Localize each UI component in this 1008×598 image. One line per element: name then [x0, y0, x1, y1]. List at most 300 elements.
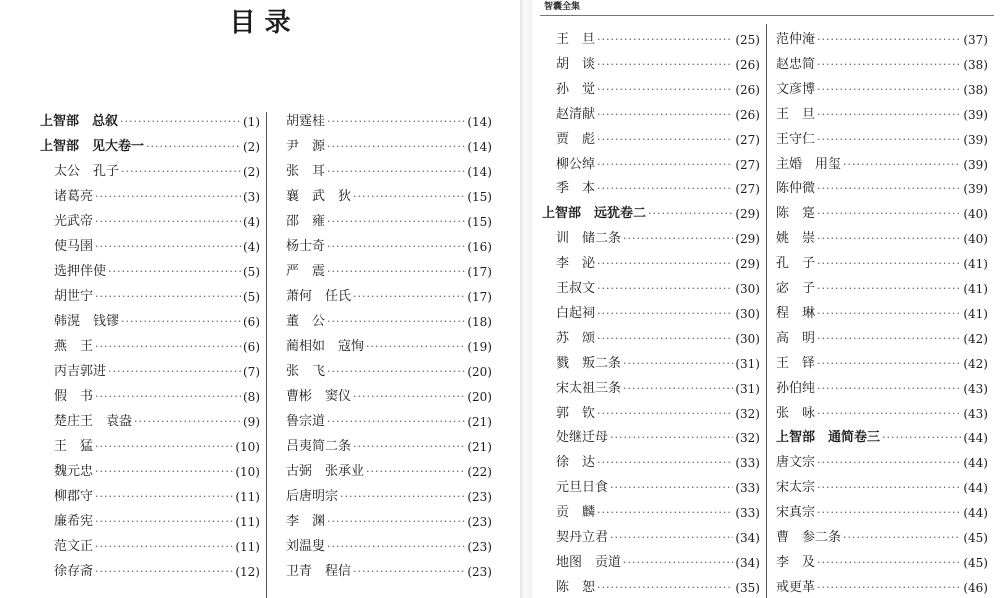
- left-column-2: [286, 110, 492, 598]
- toc-page-number: (30): [735, 331, 760, 346]
- dot-leader: [817, 451, 961, 475]
- dot-leader: [108, 360, 241, 384]
- toc-entry[interactable]: [286, 285, 492, 309]
- toc-entry-title: 蔺相如 寇恂: [286, 339, 365, 354]
- dot-leader: [121, 310, 241, 334]
- toc-entry[interactable]: [40, 110, 260, 134]
- toc-entry[interactable]: [40, 510, 260, 534]
- toc-page-number: (9): [243, 415, 260, 429]
- toc-entry[interactable]: [776, 476, 988, 500]
- toc-page-number: (38): [963, 57, 988, 72]
- toc-entry-title: 卫青 程信: [286, 564, 352, 579]
- toc-entry[interactable]: [286, 210, 492, 234]
- dot-leader: [817, 476, 961, 500]
- toc-page-number: (27): [735, 157, 760, 172]
- toc-entry[interactable]: [286, 235, 492, 259]
- dot-leader: [597, 576, 733, 598]
- toc-page-number: (23): [467, 490, 492, 504]
- toc-entry[interactable]: [776, 327, 988, 351]
- dot-leader: [817, 402, 961, 426]
- toc-page-number: (39): [963, 132, 988, 147]
- dot-leader: [327, 160, 465, 184]
- toc-entry[interactable]: [776, 302, 988, 326]
- toc-entry[interactable]: [40, 260, 260, 284]
- toc-entry-title: 尹 源: [286, 139, 326, 154]
- toc-entry[interactable]: [40, 210, 260, 234]
- toc-entry[interactable]: [776, 252, 988, 276]
- dot-leader: [597, 402, 733, 426]
- toc-entry[interactable]: [286, 460, 492, 484]
- toc-page-number: (30): [735, 306, 760, 321]
- toc-entry-title: 宋真宗: [776, 505, 816, 521]
- toc-section-heading: 上智部 通简卷三: [776, 430, 881, 446]
- dot-leader: [648, 202, 733, 226]
- dot-leader: [146, 135, 241, 159]
- toc-page-number: (20): [467, 390, 492, 404]
- toc-entry-title: 贾 彪: [556, 131, 596, 147]
- toc-entry-title: 陈 恕: [556, 579, 596, 595]
- dot-leader: [95, 335, 241, 359]
- toc-page-number: (37): [963, 33, 988, 47]
- dot-leader: [817, 277, 961, 301]
- toc-page-number: (21): [467, 415, 492, 429]
- dot-leader: [817, 78, 961, 102]
- toc-entry-title: 严 震: [286, 264, 326, 279]
- toc-entry[interactable]: [542, 451, 760, 475]
- toc-entry[interactable]: [40, 360, 260, 384]
- dot-leader: [597, 501, 733, 525]
- toc-entry[interactable]: [542, 576, 760, 598]
- dot-leader: [353, 385, 465, 409]
- toc-entry[interactable]: [776, 177, 988, 201]
- toc-entry-title: 太公 孔子: [54, 164, 120, 179]
- toc-entry-title: 高 明: [776, 330, 816, 346]
- toc-entry-title: 宓 子: [776, 281, 816, 296]
- toc-page-number: (26): [735, 82, 760, 97]
- toc-page-number: (21): [467, 440, 492, 454]
- toc-page-number: (14): [467, 140, 492, 154]
- toc-entry[interactable]: [40, 385, 260, 409]
- toc-entry-title: 范文正: [54, 539, 94, 554]
- toc-entry[interactable]: [542, 28, 760, 52]
- toc-entry-title: 胡世宁: [54, 289, 94, 304]
- dot-leader: [353, 185, 465, 209]
- toc-entry-title: 陈 寔: [776, 206, 816, 222]
- toc-page-number: (39): [963, 157, 988, 172]
- toc-entry[interactable]: [286, 360, 492, 384]
- toc-entry-title: 董 公: [286, 314, 326, 329]
- toc-entry-title: 邵 雍: [286, 214, 326, 229]
- toc-entry[interactable]: [40, 310, 260, 334]
- dot-leader: [95, 185, 241, 209]
- toc-page-number: (26): [735, 57, 760, 72]
- toc-page-number: (4): [243, 240, 260, 254]
- toc-entry[interactable]: [542, 252, 760, 276]
- dot-leader: [353, 560, 465, 584]
- dot-leader: [95, 510, 233, 534]
- toc-entry[interactable]: [776, 576, 988, 598]
- toc-page-number: (3): [243, 190, 260, 204]
- toc-entry-title: 地图 贡道: [556, 554, 622, 570]
- toc-entry-title: 魏元忠: [54, 464, 94, 479]
- dot-leader: [843, 526, 961, 550]
- toc-entry[interactable]: [776, 402, 988, 426]
- toc-entry-title: 白起祠: [556, 305, 596, 321]
- toc-entry[interactable]: [542, 501, 760, 525]
- toc-page-number: (4): [243, 215, 260, 229]
- toc-entry[interactable]: [542, 103, 760, 127]
- toc-entry[interactable]: [542, 377, 760, 401]
- toc-entry[interactable]: [542, 53, 760, 77]
- toc-entry[interactable]: [286, 185, 492, 209]
- toc-entry-title: 王守仁: [776, 131, 816, 147]
- toc-entry[interactable]: [286, 385, 492, 409]
- toc-page-number: (31): [735, 356, 760, 371]
- dot-leader: [134, 410, 241, 434]
- toc-page-number: (30): [735, 282, 760, 296]
- toc-entry-title: 韩滉 钱镠: [54, 314, 120, 329]
- toc-entry-title: 鲁宗道: [286, 414, 326, 429]
- toc-page-number: (33): [735, 481, 760, 496]
- toc-entry-title: 张 飞: [286, 364, 326, 379]
- toc-entry-title: 杨士奇: [286, 239, 326, 254]
- dot-leader: [817, 576, 961, 598]
- toc-entry[interactable]: [542, 327, 760, 351]
- toc-entry-title: 徐 达: [556, 455, 596, 471]
- toc-entry-title: 张 咏: [776, 405, 816, 421]
- toc-page-number: (8): [243, 390, 260, 404]
- dot-leader: [95, 535, 233, 559]
- toc-entry[interactable]: [776, 426, 988, 450]
- toc-entry-title: 训 储二条: [556, 231, 622, 247]
- toc-page-number: (26): [735, 107, 760, 122]
- dot-leader: [327, 510, 465, 534]
- dot-leader: [597, 327, 733, 351]
- toc-entry[interactable]: [542, 551, 760, 575]
- toc-entry[interactable]: [542, 426, 760, 450]
- toc-entry[interactable]: [40, 535, 260, 559]
- toc-entry[interactable]: [542, 153, 760, 177]
- dot-leader: [817, 103, 961, 127]
- toc-entry-title: 孔 子: [776, 256, 816, 272]
- toc-entry-title: 萧何 任氏: [286, 289, 352, 304]
- toc-entry-title: 王 旦: [776, 106, 816, 122]
- toc-page-number: (31): [735, 381, 760, 396]
- toc-entry-title: 戮 叛二条: [556, 355, 622, 371]
- toc-page-number: (12): [235, 565, 260, 579]
- right-page: [532, 0, 1008, 598]
- dot-leader: [623, 352, 733, 376]
- toc-page-number: (42): [963, 356, 988, 371]
- dot-leader: [327, 310, 465, 334]
- toc-entry[interactable]: [776, 202, 988, 226]
- toc-entry[interactable]: [776, 53, 988, 77]
- toc-page-number: (42): [963, 331, 988, 346]
- dot-leader: [817, 177, 961, 201]
- toc-entry[interactable]: [542, 302, 760, 326]
- toc-entry[interactable]: [286, 485, 492, 509]
- toc-entry[interactable]: [776, 153, 988, 177]
- toc-entry[interactable]: [542, 227, 760, 251]
- dot-leader: [327, 260, 465, 284]
- toc-page-number: (17): [467, 265, 492, 279]
- dot-leader: [882, 426, 961, 450]
- toc-page-number: (29): [735, 207, 760, 222]
- toc-entry-title: 唐文宗: [776, 455, 816, 471]
- toc-entry-title: 胡 谈: [556, 56, 596, 72]
- toc-entry[interactable]: [776, 551, 988, 575]
- toc-page-number: (10): [235, 440, 260, 454]
- toc-entry[interactable]: [542, 177, 760, 201]
- toc-page-number: (5): [243, 265, 260, 279]
- running-header: 智囊全集: [544, 2, 581, 12]
- toc-entry[interactable]: [776, 277, 988, 301]
- toc-entry-title: 郭 钦: [556, 405, 596, 421]
- dot-leader: [817, 227, 961, 251]
- toc-entry[interactable]: [542, 526, 760, 550]
- toc-page-number: (11): [235, 515, 260, 529]
- dot-leader: [817, 327, 961, 351]
- toc-page-number: (29): [735, 257, 760, 272]
- toc-entry[interactable]: [286, 435, 492, 459]
- toc-entry-title: 宋太祖三条: [556, 380, 622, 396]
- dot-leader: [95, 210, 241, 234]
- toc-entry-title: 李 泌: [556, 256, 596, 272]
- toc-entry-title: 王 铎: [776, 355, 816, 371]
- toc-entry-title: 宋太宗: [776, 480, 816, 496]
- toc-page-number: (15): [467, 215, 492, 229]
- toc-entry[interactable]: [40, 335, 260, 359]
- dot-leader: [817, 377, 961, 401]
- dot-leader: [817, 128, 961, 152]
- toc-page-number: (43): [963, 381, 988, 396]
- left-column-1: [40, 110, 260, 598]
- toc-entry-title: 李 渊: [286, 514, 326, 529]
- toc-page-number: (23): [467, 565, 492, 579]
- toc-entry[interactable]: [286, 510, 492, 534]
- toc-entry-title: 光武帝: [54, 214, 94, 229]
- toc-entry[interactable]: [40, 160, 260, 184]
- toc-page-number: (39): [963, 182, 988, 197]
- toc-entry-title: 王 旦: [556, 32, 596, 47]
- toc-page-number: (19): [467, 340, 492, 354]
- toc-entry[interactable]: [40, 460, 260, 484]
- toc-page-number: (22): [467, 465, 492, 479]
- toc-page-number: (40): [963, 207, 988, 222]
- toc-page-number: (2): [243, 140, 260, 154]
- toc-page-number: (45): [963, 531, 988, 545]
- dot-leader: [597, 53, 733, 77]
- toc-page-number: (34): [735, 555, 760, 570]
- toc-entry[interactable]: [40, 435, 260, 459]
- toc-section-heading: 上智部 总叙: [40, 114, 119, 129]
- dot-leader: [597, 451, 733, 475]
- toc-entry-title: 文彦博: [776, 81, 816, 97]
- toc-entry-title: 李 及: [776, 554, 816, 570]
- toc-page-number: (38): [963, 82, 988, 97]
- toc-entry[interactable]: [40, 135, 260, 159]
- dot-leader: [353, 285, 465, 309]
- dot-leader: [597, 277, 733, 301]
- toc-entry-title: 徐存斋: [54, 564, 94, 579]
- toc-page-number: (2): [243, 165, 260, 179]
- toc-section-heading: 上智部 远犹卷二: [542, 206, 647, 222]
- toc-page-number: (1): [243, 115, 260, 129]
- toc-entry[interactable]: [40, 285, 260, 309]
- toc-page-number: (32): [735, 431, 760, 446]
- dot-leader: [817, 53, 961, 77]
- dot-leader: [327, 535, 465, 559]
- toc-page-number: (46): [963, 580, 988, 595]
- toc-entry-title: 季 本: [556, 181, 596, 197]
- toc-entry[interactable]: [542, 78, 760, 102]
- toc-entry-title: 曹彬 窦仪: [286, 389, 352, 404]
- toc-entry-title: 王 猛: [54, 439, 94, 454]
- toc-entry-title: 刘温叟: [286, 539, 326, 554]
- toc-entry[interactable]: [40, 560, 260, 584]
- right-column-divider: [766, 24, 767, 598]
- dot-leader: [597, 128, 733, 152]
- toc-entry[interactable]: [286, 110, 492, 134]
- toc-entry[interactable]: [286, 260, 492, 284]
- toc-entry-title: 襄 武 狄: [286, 189, 352, 204]
- toc-entry[interactable]: [776, 526, 988, 550]
- toc-entry[interactable]: [776, 78, 988, 102]
- toc-entry[interactable]: [286, 410, 492, 434]
- toc-entry-title: 曹 参二条: [776, 530, 842, 545]
- toc-entry-title: 诸葛亮: [54, 189, 94, 204]
- toc-entry[interactable]: [286, 535, 492, 559]
- dot-leader: [95, 560, 233, 584]
- dot-leader: [353, 435, 465, 459]
- dot-leader: [95, 285, 241, 309]
- right-column-1: [542, 28, 760, 598]
- toc-entry[interactable]: [776, 352, 988, 376]
- toc-entry[interactable]: [542, 352, 760, 376]
- toc-entry-title: 吕夷简二条: [286, 439, 352, 454]
- toc-page-number: (32): [735, 406, 760, 421]
- toc-entry-title: 丙吉郭进: [54, 364, 107, 379]
- book-gutter: [520, 0, 532, 598]
- page-title: 目 录: [229, 8, 291, 38]
- toc-page-number: (20): [467, 365, 492, 379]
- toc-entry-title: 柳郡守: [54, 489, 94, 504]
- toc-section-heading: 上智部 见大卷一: [40, 139, 145, 154]
- toc-entry-title: 苏 颂: [556, 330, 596, 346]
- toc-page-number: (23): [467, 540, 492, 554]
- toc-page-number: (33): [735, 456, 760, 471]
- toc-page-number: (14): [467, 165, 492, 179]
- dot-leader: [597, 252, 733, 276]
- dot-leader: [817, 28, 961, 52]
- dot-leader: [817, 551, 961, 575]
- toc-entry[interactable]: [286, 560, 492, 584]
- toc-page-number: (40): [963, 232, 988, 247]
- toc-entry[interactable]: [542, 476, 760, 500]
- toc-page-number: (44): [963, 481, 988, 496]
- toc-entry-title: 使马圉: [54, 239, 94, 254]
- dot-leader: [95, 385, 241, 409]
- dot-leader: [843, 153, 961, 177]
- toc-entry[interactable]: [40, 410, 260, 434]
- toc-page-number: (10): [235, 465, 260, 479]
- toc-entry[interactable]: [286, 160, 492, 184]
- dot-leader: [108, 260, 241, 284]
- dot-leader: [95, 435, 233, 459]
- dot-leader: [327, 235, 465, 259]
- toc-page-number: (43): [963, 406, 988, 421]
- toc-page-number: (44): [963, 456, 988, 471]
- toc-entry-title: 范仲淹: [776, 32, 816, 47]
- dot-leader: [597, 302, 733, 326]
- toc-entry-title: 契丹立君: [556, 530, 609, 545]
- toc-entry[interactable]: [40, 485, 260, 509]
- toc-entry-title: 胡霆桂: [286, 114, 326, 129]
- toc-entry[interactable]: [776, 128, 988, 152]
- dot-leader: [95, 460, 233, 484]
- dot-leader: [610, 476, 733, 500]
- dot-leader: [610, 426, 733, 450]
- dot-leader: [623, 227, 733, 251]
- toc-entry-title: 假 书: [54, 389, 94, 404]
- toc-entry[interactable]: [40, 185, 260, 209]
- toc-entry-title: 陈仲微: [776, 181, 816, 197]
- toc-entry-title: 赵忠简: [776, 56, 816, 72]
- toc-entry[interactable]: [286, 335, 492, 359]
- dot-leader: [327, 135, 465, 159]
- toc-entry[interactable]: [542, 402, 760, 426]
- toc-entry[interactable]: [542, 128, 760, 152]
- toc-entry[interactable]: [286, 135, 492, 159]
- toc-entry-title: 后唐明宗: [286, 489, 339, 504]
- dot-leader: [817, 302, 961, 326]
- toc-entry-title: 元旦日食: [556, 480, 609, 496]
- toc-entry-title: 贡 麟: [556, 505, 596, 521]
- toc-entry[interactable]: [542, 202, 760, 226]
- toc-entry[interactable]: [286, 310, 492, 334]
- toc-entry[interactable]: [776, 227, 988, 251]
- toc-page-number: (27): [735, 132, 760, 147]
- toc-page-number: (45): [963, 555, 988, 570]
- toc-entry-title: 主婚 用玺: [776, 156, 842, 172]
- dot-leader: [327, 210, 465, 234]
- dot-leader: [120, 110, 241, 134]
- dot-leader: [327, 360, 465, 384]
- toc-entry[interactable]: [542, 277, 760, 301]
- toc-entry-title: 燕 王: [54, 339, 94, 354]
- toc-page-number: (44): [963, 431, 988, 446]
- dot-leader: [597, 103, 733, 127]
- dot-leader: [327, 410, 465, 434]
- dot-leader: [610, 526, 733, 550]
- toc-entry[interactable]: [40, 235, 260, 259]
- toc-entry[interactable]: [776, 28, 988, 52]
- toc-entry[interactable]: [776, 501, 988, 525]
- toc-page-number: (16): [467, 240, 492, 254]
- dot-leader: [597, 153, 733, 177]
- toc-entry-title: 处继迁母: [556, 430, 609, 446]
- dot-leader: [597, 177, 733, 201]
- dot-leader: [817, 501, 961, 525]
- toc-page-number: (41): [963, 282, 988, 296]
- toc-entry[interactable]: [776, 377, 988, 401]
- toc-page-number: (29): [735, 232, 760, 247]
- toc-page-number: (14): [467, 115, 492, 129]
- dot-leader: [327, 110, 465, 134]
- toc-entry[interactable]: [776, 451, 988, 475]
- toc-entry-title: 赵清献: [556, 106, 596, 122]
- toc-entry[interactable]: [776, 103, 988, 127]
